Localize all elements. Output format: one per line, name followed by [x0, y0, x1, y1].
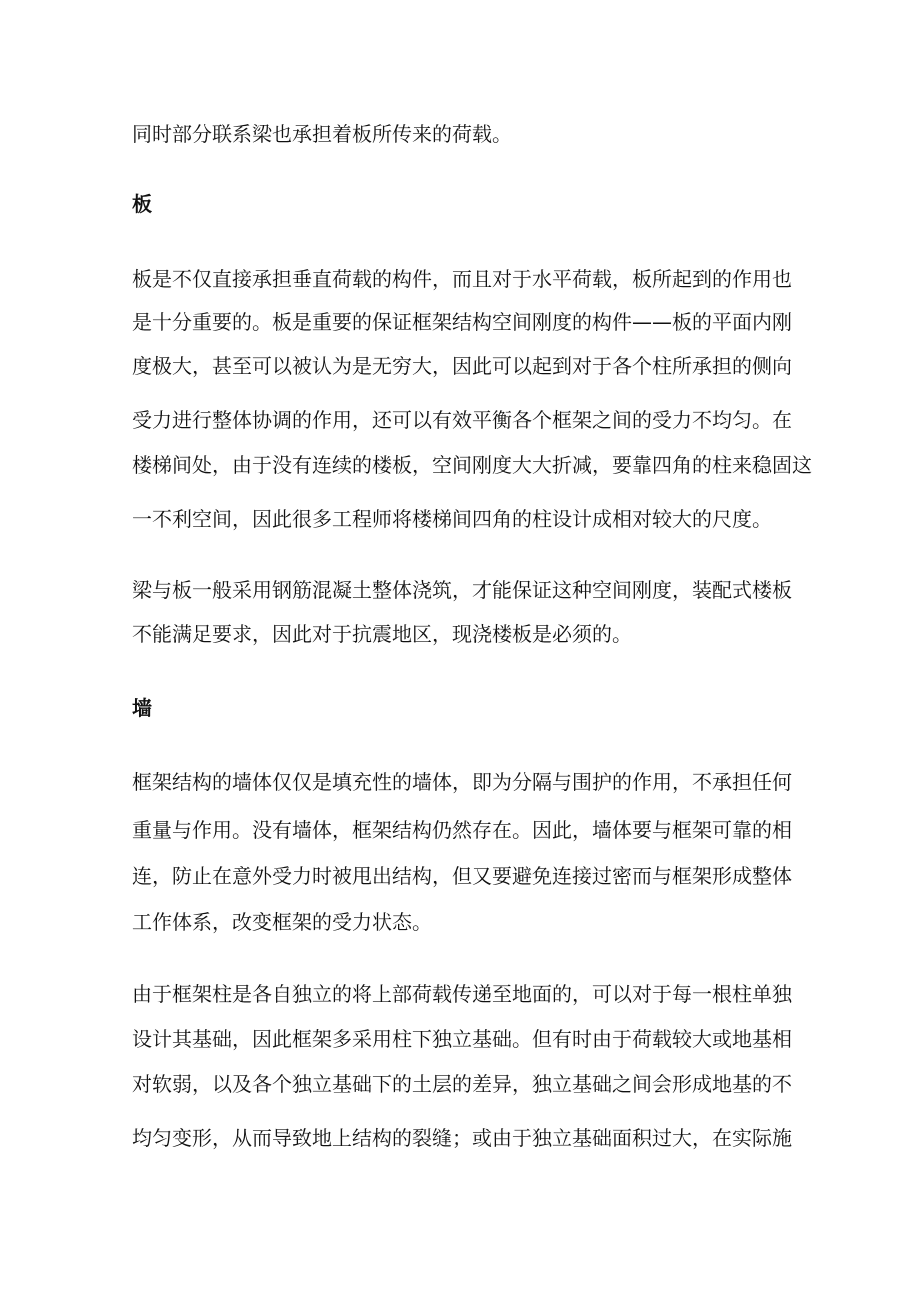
paragraph-line: 工作体系，改变框架的受力状态。 [132, 910, 432, 934]
section-heading-slab: 板 [132, 192, 152, 216]
paragraph-line: 不能满足要求，因此对于抗震地区，现浇楼板是必须的。 [132, 622, 632, 646]
paragraph-line: 受力进行整体协调的作用，还可以有效平衡各个框架之间的受力不均匀。在 [132, 408, 792, 432]
paragraph-line: 设计其基础，因此框架多采用柱下独立基础。但有时由于荷载较大或地基相 [132, 1027, 792, 1051]
paragraph-line: 框架结构的墙体仅仅是填充性的墙体，即为分隔与围护的作用，不承担任何 [132, 770, 792, 794]
paragraph-line: 度极大，甚至可以被认为是无穷大，因此可以起到对于各个柱所承担的侧向 [132, 354, 792, 378]
paragraph-line: 均匀变形，从而导致地上结构的裂缝；或由于独立基础面积过大，在实际施 [132, 1126, 792, 1150]
paragraph-line: 板是不仅直接承担垂直荷载的构件，而且对于水平荷载，板所起到的作用也 [132, 267, 792, 291]
paragraph-line: 由于框架柱是各自独立的将上部荷载传递至地面的，可以对于每一根柱单独 [132, 982, 792, 1006]
paragraph-line: 重量与作用。没有墙体，框架结构仍然存在。因此，墙体要与框架可靠的相 [132, 818, 792, 842]
paragraph-line: 梁与板一般采用钢筋混凝土整体浇筑，才能保证这种空间刚度，装配式楼板 [132, 578, 792, 602]
paragraph-line: 连，防止在意外受力时被甩出结构，但又要避免连接过密而与框架形成整体 [132, 864, 792, 888]
paragraph-line: 一不利空间，因此很多工程师将楼梯间四角的柱设计成相对较大的尺度。 [132, 507, 772, 531]
paragraph-line: 对软弱，以及各个独立基础下的土层的差异，独立基础之间会形成地基的不 [132, 1072, 792, 1096]
paragraph-line: 楼梯间处，由于没有连续的楼板，空间刚度大大折减，要靠四角的柱来稳固这 [132, 453, 812, 477]
paragraph-line: 同时部分联系梁也承担着板所传来的荷载。 [132, 122, 512, 146]
section-heading-wall: 墙 [132, 696, 152, 720]
paragraph-line: 是十分重要的。板是重要的保证框架结构空间刚度的构件——板的平面内刚 [132, 310, 792, 334]
